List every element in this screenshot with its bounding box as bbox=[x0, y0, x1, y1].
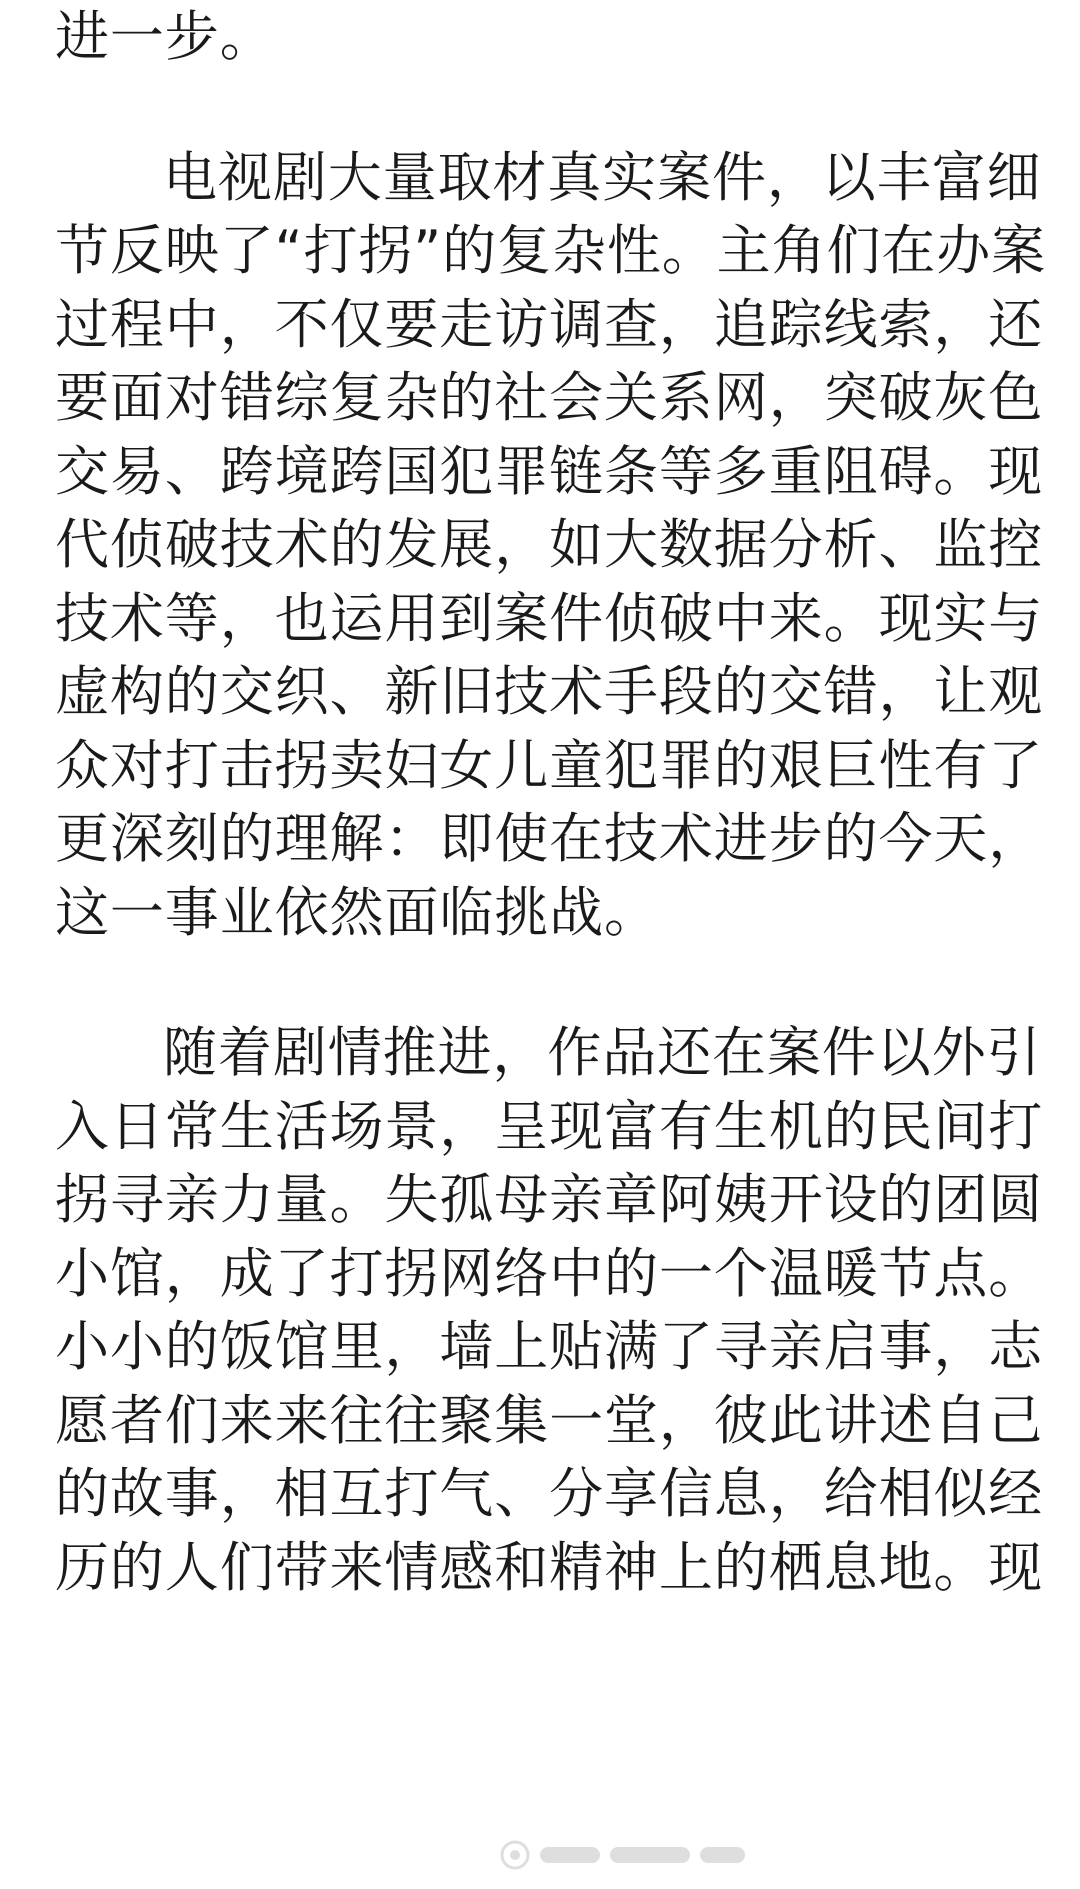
paragraph-3 bbox=[55, 1016, 1044, 1604]
paragraph-1 bbox=[55, 0, 1040, 74]
text-line: 要面对错综复杂的社会关系网，突破灰色 bbox=[55, 366, 1044, 429]
paragraph-2 bbox=[55, 141, 1047, 950]
text-line: 愿者们来来往往聚集一堂，彼此讲述自己 bbox=[55, 1388, 1044, 1452]
text-line: 技术等，也运用到案件侦破中来。现实与 bbox=[55, 586, 1044, 650]
text-line: 这一事业依然面临挑战。 bbox=[55, 880, 659, 944]
text-line: 交易、跨境跨国犯罪链条等多重阻碍。现 bbox=[55, 439, 1044, 503]
text-line: 代侦破技术的发展，如大数据分析、监控 bbox=[55, 513, 1044, 576]
paragraph-gap bbox=[55, 74, 1040, 141]
text-line: 虚构的交织、新旧技术手段的交错，让观 bbox=[55, 660, 1044, 723]
text-line: 随着剧情推进，作品还在案件以外引 bbox=[163, 1021, 1042, 1084]
text-line: 电视剧大量取材真实案件，以丰富细 bbox=[163, 145, 1042, 209]
text-line: 节反映了“打拐”的复杂性。主角们在办案 bbox=[55, 219, 1047, 282]
text-line: 入日常生活场景，呈现富有生机的民间打 bbox=[55, 1094, 1044, 1158]
text-line: 过程中，不仅要走访调查，追踪线索，还 bbox=[55, 292, 1044, 356]
text-line: 进一步。 bbox=[55, 5, 275, 68]
text-line: 小小的饭馆里，墙上贴满了寻亲启事，志 bbox=[55, 1315, 1044, 1378]
text-line: 众对打击拐卖妇女儿童犯罪的艰巨性有了 bbox=[55, 733, 1044, 797]
text-line: 小馆，成了打拐网络中的一个温暖节点。 bbox=[55, 1241, 1044, 1305]
text-line: 更深刻的理解：即使在技术进步的今天， bbox=[55, 807, 1044, 870]
paragraph-gap bbox=[55, 949, 1040, 1016]
watermark bbox=[495, 1835, 755, 1875]
text-line: 拐寻亲力量。失孤母亲章阿姨开设的团圆 bbox=[55, 1168, 1044, 1231]
article-body bbox=[55, 0, 1047, 1604]
text-line: 的故事，相互打气、分享信息，给相似经 bbox=[55, 1462, 1044, 1525]
text-line: 历的人们带来情感和精神上的栖息地。现 bbox=[55, 1535, 1044, 1599]
